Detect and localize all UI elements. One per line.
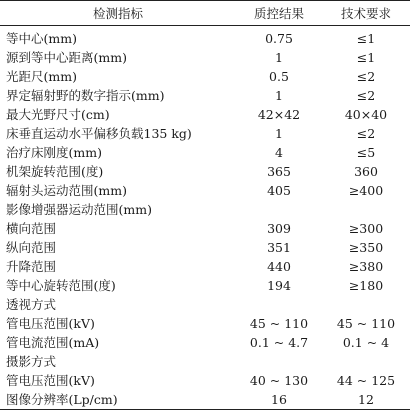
header-row	[0, 1, 410, 26]
table-body	[0, 26, 410, 410]
row-requirement-cell: ≥300	[348, 221, 384, 236]
header-indicator: 检测指标	[0, 1, 236, 26]
row-result-cell	[236, 295, 322, 314]
row-requirement-cell: ≤1	[356, 31, 376, 46]
row-result-cell	[236, 352, 322, 371]
row-name-cell: 纵向范围	[6, 240, 57, 255]
row-result-cell: 0.1 ~ 4.7	[249, 335, 309, 350]
table-row	[0, 67, 410, 86]
row-name-cell: 管电压范围(kV)	[6, 373, 95, 388]
row-result-cell: 194	[267, 278, 291, 293]
table-row	[0, 295, 410, 314]
row-name-cell: 透视方式	[6, 297, 57, 312]
row-result-cell: 4	[275, 145, 283, 160]
row-result-cell: 1	[275, 88, 283, 103]
row-result-cell: 1	[275, 50, 283, 65]
row-requirement-cell	[322, 200, 410, 219]
table-row	[0, 314, 410, 333]
table-row	[0, 162, 410, 181]
table-row	[0, 86, 410, 105]
table-row	[0, 143, 410, 162]
row-requirement-cell: ≥400	[348, 183, 384, 198]
row-result-cell: 351	[267, 240, 291, 255]
row-result-cell: 0.5	[269, 69, 289, 84]
row-requirement-cell: ≤2	[356, 69, 376, 84]
row-requirement-cell: 44 ~ 125	[336, 373, 396, 388]
row-name-cell: 摄影方式	[6, 354, 57, 369]
row-requirement-cell: 40×40	[344, 107, 388, 122]
row-requirement-cell: ≥350	[348, 240, 384, 255]
row-result-cell: 405	[267, 183, 291, 198]
row-name-cell: 等中心旋转范围(度)	[6, 278, 116, 293]
row-result-cell: 45 ~ 110	[249, 316, 309, 331]
header-requirement: 技术要求	[322, 1, 410, 26]
row-result-cell: 440	[267, 259, 291, 274]
row-name-cell: 光距尺(mm)	[6, 69, 77, 84]
row-name-cell: 床垂直运动水平偏移负载135 kg)	[6, 126, 192, 141]
row-requirement-cell: ≤2	[356, 126, 376, 141]
row-result-cell: 16	[236, 390, 322, 410]
row-result-cell: 42×42	[257, 107, 301, 122]
table-row	[0, 257, 410, 276]
table-row	[0, 333, 410, 352]
table-row	[0, 181, 410, 200]
row-requirement-cell: 0.1 ~ 4	[342, 335, 390, 350]
table-row	[0, 219, 410, 238]
row-result-cell: 0.75	[265, 31, 293, 46]
table-row	[0, 276, 410, 295]
row-requirement-cell	[322, 352, 410, 371]
row-result-cell	[236, 200, 322, 219]
row-name-cell: 辐射头运动范围(mm)	[6, 183, 127, 198]
row-name-cell: 管电流范围(mA)	[6, 335, 100, 350]
row-result-cell: 1	[275, 126, 283, 141]
row-name-cell: 治疗床刚度(mm)	[6, 145, 102, 160]
table-row	[0, 105, 410, 124]
table-row	[0, 48, 410, 67]
row-name-cell: 等中心(mm)	[6, 31, 77, 46]
table-row	[0, 371, 410, 390]
row-requirement-cell: ≤2	[356, 88, 376, 103]
row-requirement-cell: ≤1	[356, 50, 376, 65]
table-row	[0, 352, 410, 371]
row-name-cell: 最大光野尺寸(cm)	[6, 107, 110, 122]
row-name-cell: 机架旋转范围(度)	[6, 164, 104, 179]
row-name-cell: 横向范围	[6, 221, 57, 236]
row-requirement-cell: ≥180	[348, 278, 384, 293]
row-requirement-cell: ≥380	[348, 259, 384, 274]
row-name-cell: 管电压范围(kV)	[6, 316, 95, 331]
row-requirement-cell: 360	[354, 164, 378, 179]
table-row	[0, 390, 410, 410]
row-name-cell: 界定辐射野的数字指示(mm)	[6, 88, 165, 103]
header-result: 质控结果	[236, 1, 322, 26]
row-requirement-cell: ≤5	[356, 145, 376, 160]
row-name-cell: 图像分辨率(Lp/cm)	[0, 390, 236, 410]
row-result-cell: 309	[267, 221, 291, 236]
table-row	[0, 124, 410, 143]
table-row	[0, 238, 410, 257]
table-row	[0, 26, 410, 49]
row-name-cell: 影像增强器运动范围(mm)	[6, 202, 152, 217]
row-name-cell: 源到等中心距离(mm)	[6, 50, 127, 65]
row-result-cell: 365	[267, 164, 291, 179]
row-requirement-cell: 45 ~ 110	[336, 316, 396, 331]
table-row	[0, 200, 410, 219]
row-requirement-cell	[322, 295, 410, 314]
row-requirement-cell: 12	[322, 390, 410, 410]
row-result-cell: 40 ~ 130	[249, 373, 309, 388]
row-name-cell: 升降范围	[6, 259, 57, 274]
